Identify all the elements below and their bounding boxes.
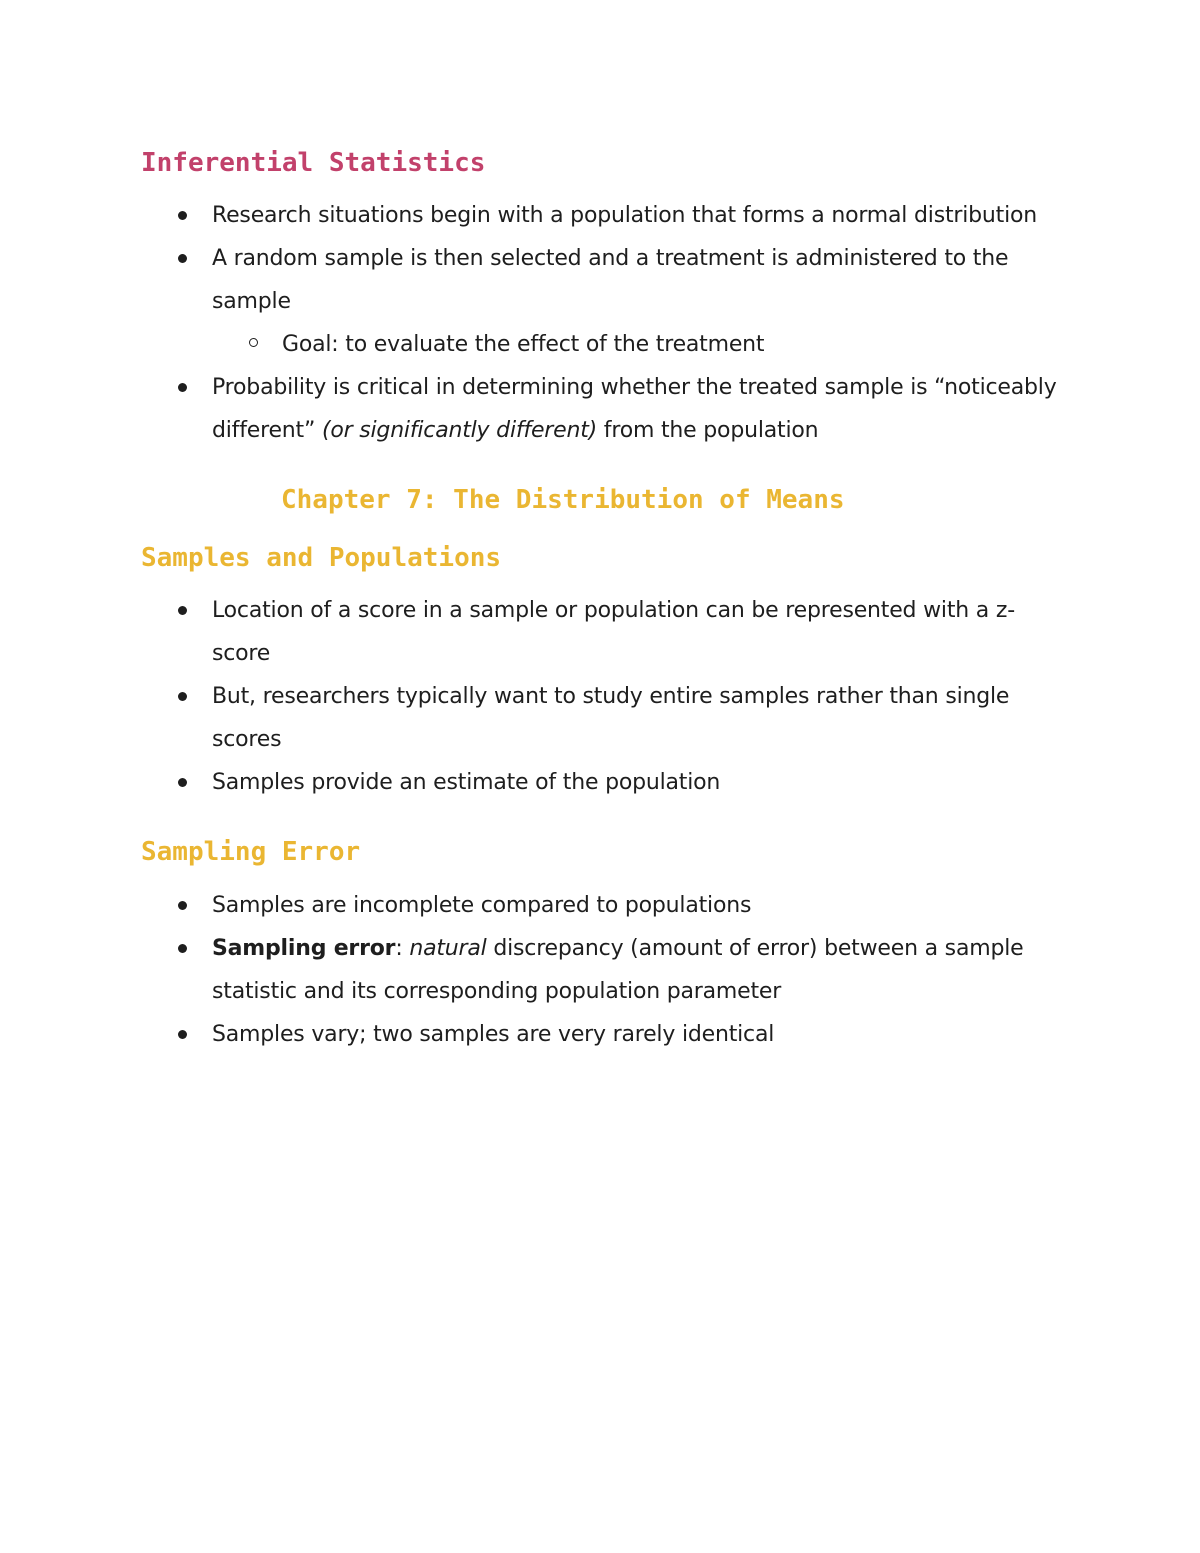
list-item-text-end: from the population	[597, 418, 819, 443]
bullet-icon	[178, 778, 187, 787]
bullet-icon	[178, 901, 187, 910]
hollow-bullet-icon	[249, 338, 258, 347]
italic-phrase: (or significantly different)	[321, 418, 598, 443]
list-item	[0, 194, 1200, 237]
list-item	[0, 237, 1200, 366]
italic-word: natural	[409, 936, 487, 961]
list-item-text: Research situations begin with a population that forms a normal distribution	[212, 203, 1037, 228]
bullet-icon	[178, 211, 187, 220]
sub-list-item-text: Goal: to evaluate the effect of the treatment	[282, 332, 765, 357]
list-item	[0, 884, 1200, 927]
list-item-text: Location of a score in a sample or population can be represented with a z-score	[212, 598, 1015, 666]
list-item-text: A random sample is then selected and a treatment is administered to the sample	[212, 246, 1009, 314]
list-item	[0, 927, 1200, 1013]
bullet-icon	[178, 254, 187, 263]
sub-list-item	[212, 323, 1060, 366]
list-item-text: But, researchers typically want to study entire samples rather than single scores	[212, 684, 1010, 752]
list-item-text: Samples provide an estimate of the population	[212, 770, 721, 795]
list-item-text: Samples are incomplete compared to populations	[212, 893, 752, 918]
bold-term: Sampling error	[212, 936, 396, 961]
list-item	[0, 589, 1200, 675]
chapter-title: Chapter 7: The Distribution of Means	[281, 485, 845, 515]
bullet-icon	[178, 692, 187, 701]
list-item	[0, 1013, 1200, 1056]
sub-bullet-list	[212, 323, 1060, 366]
bullet-icon	[178, 606, 187, 615]
list-item	[0, 675, 1200, 761]
samples-bullet-list	[0, 589, 1200, 804]
term-colon: :	[395, 936, 410, 961]
bullet-icon	[178, 1030, 187, 1039]
inferential-bullet-list	[0, 194, 1200, 452]
list-item-text: discrepancy (amount of error) between a sample statistic and its corresponding population parameter	[212, 936, 1024, 1004]
heading-inferential-statistics: Inferential Statistics	[141, 148, 486, 178]
bullet-icon	[178, 383, 187, 392]
sampling-error-bullet-list	[0, 884, 1200, 1056]
list-item-text: Samples vary; two samples are very rarely identical	[212, 1022, 775, 1047]
heading-samples-and-populations: Samples and Populations	[141, 543, 502, 573]
list-item	[0, 366, 1200, 452]
list-item-text: Probability is critical in determining whether the treated sample is “noticeably different”	[212, 375, 1057, 443]
list-item	[0, 761, 1200, 804]
heading-sampling-error: Sampling Error	[141, 837, 361, 867]
bullet-icon	[178, 944, 187, 953]
